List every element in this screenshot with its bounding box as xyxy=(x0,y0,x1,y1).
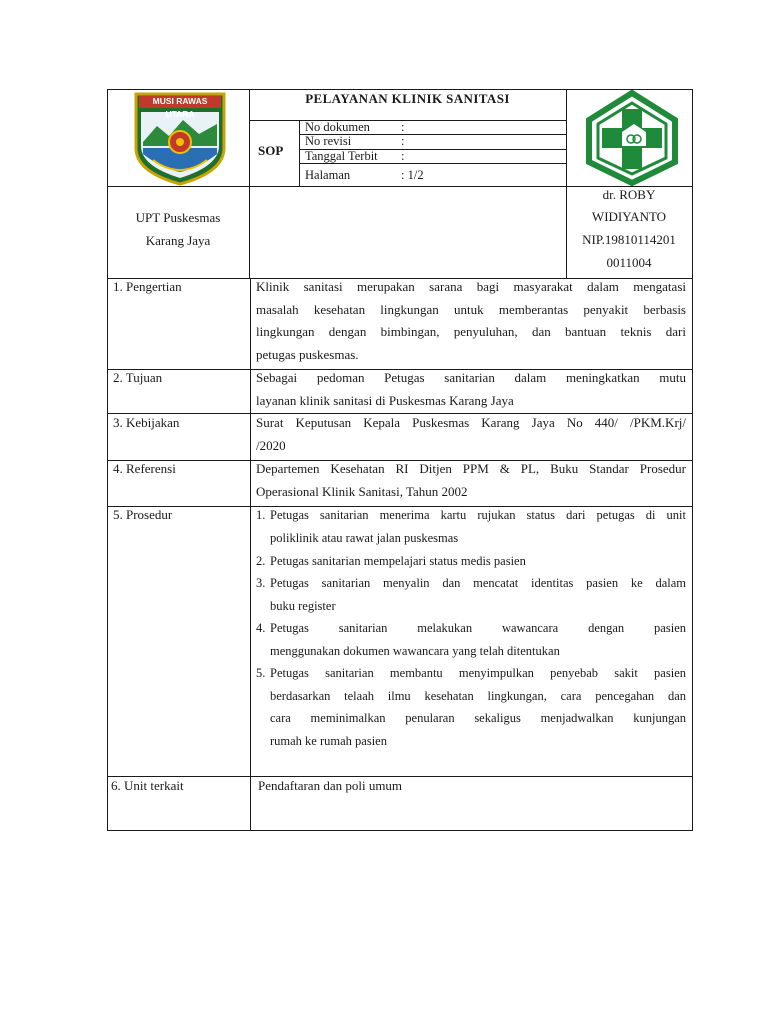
content-pengertian xyxy=(256,276,686,366)
text-line: Departemen Kesehatan RI Ditjen PPM & PL, Buku Standar Prosedur xyxy=(256,461,686,476)
signer-nip-line2: 0011004 xyxy=(606,255,652,270)
step-number: 2. xyxy=(256,554,266,568)
content-referensi xyxy=(256,458,686,503)
text-line: Petugas sanitarian melakukan wawancara dengan pasien xyxy=(270,621,686,635)
text-line: Klinik sanitasi merupakan sarana bagi masyarakat dalam mengatasi xyxy=(256,279,686,294)
text-line: Petugas sanitarian menerima kartu rujukan status dari petugas di unit xyxy=(270,508,686,522)
label-tujuan: 2. Tujuan xyxy=(113,370,163,385)
meta-tanggal-terbit xyxy=(305,149,561,164)
text-line: menggunakan dokumen wawancara yang telah ditentukan xyxy=(270,643,560,658)
text-line: berdasarkan telaah ilmu kesehatan lingkungan, cara pencegahan dan xyxy=(270,688,686,703)
meta-value: : 1/2 xyxy=(401,168,424,182)
text-line: buku register xyxy=(270,598,336,613)
step-text xyxy=(270,662,686,752)
step-text xyxy=(270,572,686,617)
text-line: Operasional Klinik Sanitasi, Tahun 2002 xyxy=(256,483,468,499)
meta-no-dokumen xyxy=(305,120,561,135)
text-line: Sebagai pedoman Petugas sanitarian dalam meningkatkan mutu xyxy=(256,370,686,385)
puskesmas-cross-logo xyxy=(582,90,682,186)
meta-no-revisi xyxy=(305,134,561,149)
meta-label: No dokumen xyxy=(305,120,370,134)
step-number: 3. xyxy=(256,576,266,590)
content-tujuan xyxy=(256,367,686,412)
document-title: PELAYANAN KLINIK SANITASI xyxy=(305,91,510,106)
org-name-line1: UPT Puskesmas xyxy=(135,210,221,225)
meta-value: : xyxy=(401,120,405,134)
step-text xyxy=(270,550,686,573)
org-name-line2: Karang Jaya xyxy=(145,233,211,248)
meta-label: Halaman xyxy=(305,168,351,182)
signer-nip-line1: NIP.19810114201 xyxy=(582,232,676,247)
regency-emblem-logo xyxy=(133,90,227,186)
label-kebijakan: 3. Kebijakan xyxy=(113,415,180,430)
label-prosedur: 5. Prosedur xyxy=(113,507,173,522)
step-number: 5. xyxy=(256,666,266,680)
text-line: Surat Keputusan Kepala Puskesmas Karang Jaya No 440/ /PKM.Krj/ xyxy=(256,415,686,430)
text-line: lingkungan dengan bimbingan, penyuluhan, dan bantuan teknis dari xyxy=(256,324,686,339)
meta-value: : xyxy=(401,134,405,148)
step-number: 4. xyxy=(256,621,266,635)
meta-value: : xyxy=(401,149,405,163)
signer-name-line1: dr. ROBY xyxy=(602,187,656,202)
label-referensi: 4. Referensi xyxy=(113,461,176,476)
meta-halaman xyxy=(305,168,561,183)
content-kebijakan xyxy=(256,412,686,457)
text-line: Petugas sanitarian menyalin dan mencatat identitas pasien ke dalam xyxy=(270,576,686,590)
meta-label: No revisi xyxy=(305,134,352,148)
label-pengertian: 1. Pengertian xyxy=(113,279,182,294)
logo-banner-text: MUSI RAWAS UTARA xyxy=(152,96,208,119)
text-line: Petugas sanitarian mempelajari status medis pasien xyxy=(270,554,526,568)
text-line: masalah kesehatan lingkungan untuk memberantas penyakit berbasis xyxy=(256,301,686,317)
step-text xyxy=(270,504,686,549)
signer-name-line2: WIDIYANTO xyxy=(591,209,667,224)
text-line: cara meminimalkan penularan sekaligus menjadwalkan kunjungan xyxy=(270,711,686,725)
step-number: 1. xyxy=(256,508,266,522)
text-line: rumah ke rumah pasien xyxy=(270,733,387,748)
step-text xyxy=(270,617,686,662)
meta-label: Tanggal Terbit xyxy=(305,149,378,163)
text-line: Petugas sanitarian membantu menyimpulkan penyebab sakit pasien xyxy=(270,666,686,680)
text-line: layanan klinik sanitasi di Puskesmas Karang Jaya xyxy=(256,392,514,408)
sop-label: SOP xyxy=(258,143,284,158)
text-line: petugas puskesmas. xyxy=(256,346,359,362)
text-line: poliklinik atau rawat jalan puskesmas xyxy=(270,530,459,545)
label-unit-terkait: 6. Unit terkait xyxy=(111,778,184,793)
text-line: /2020 xyxy=(256,437,286,453)
content-unit-terkait: Pendaftaran dan poli umum xyxy=(258,778,403,793)
